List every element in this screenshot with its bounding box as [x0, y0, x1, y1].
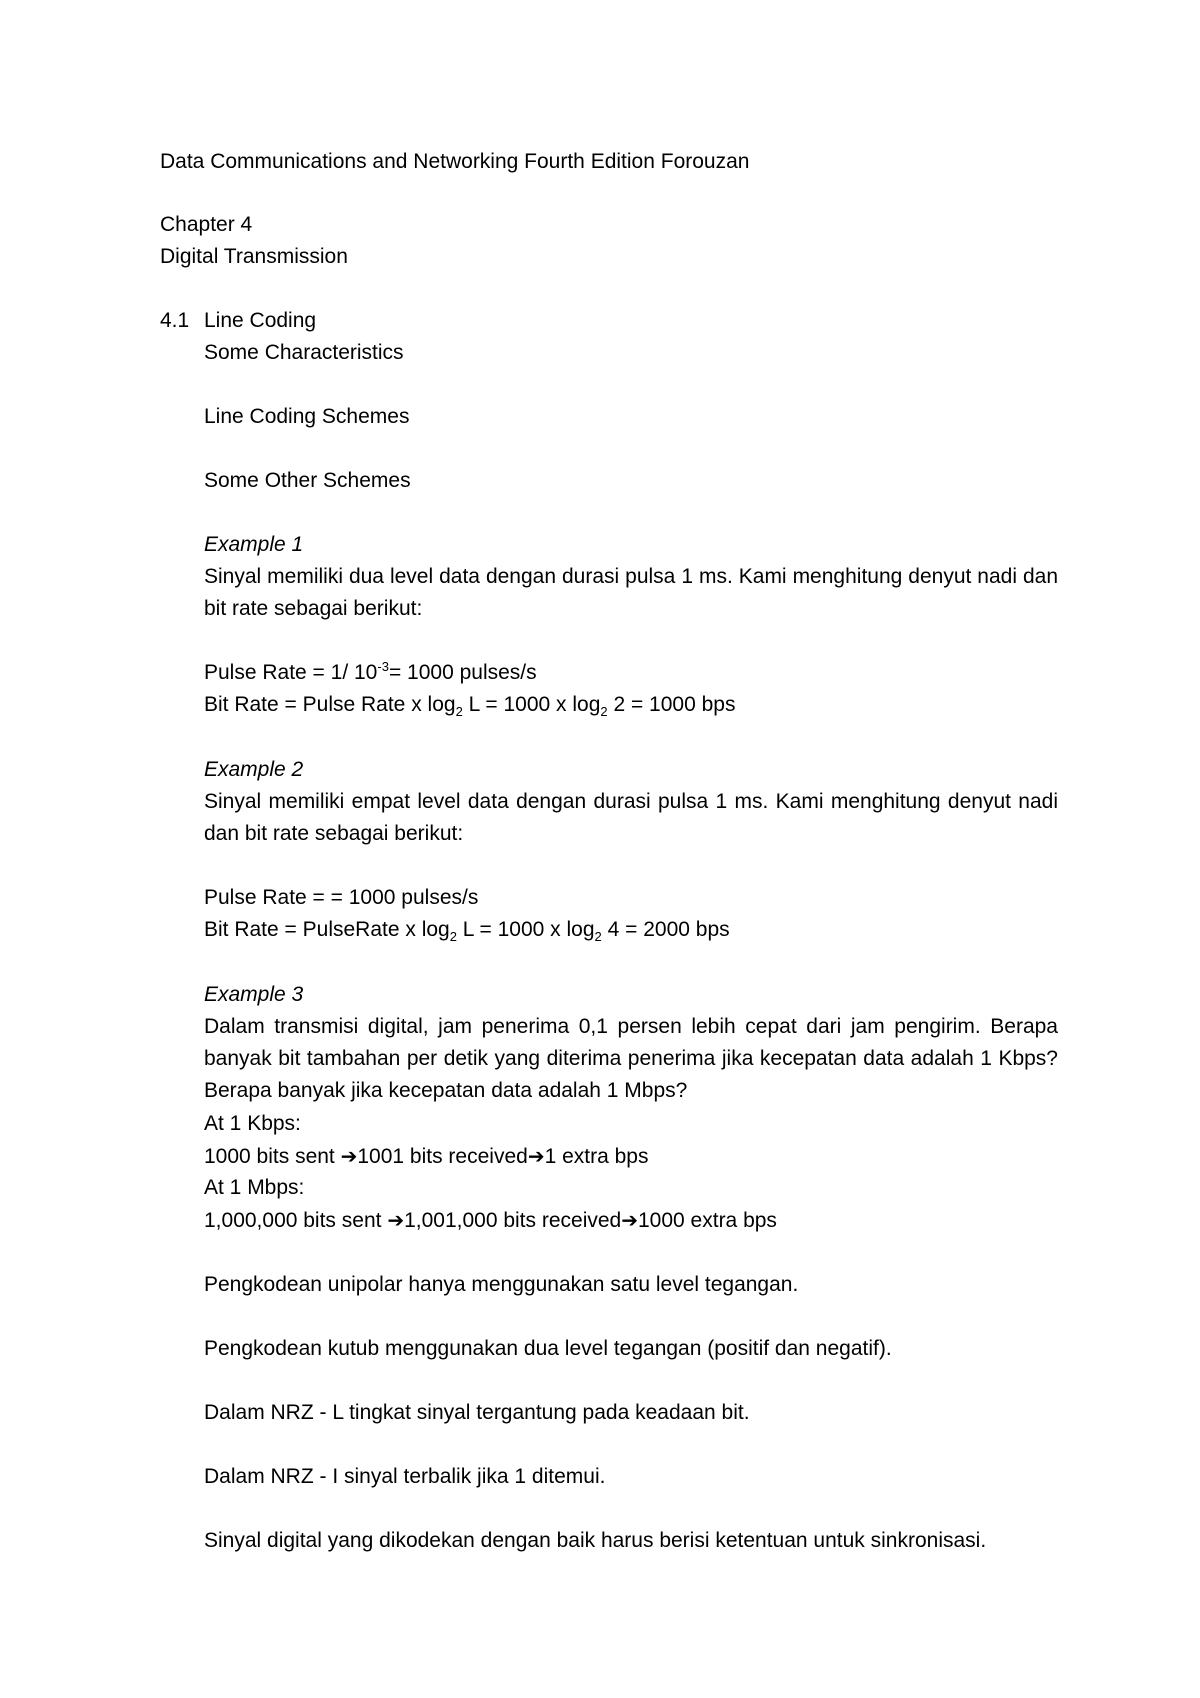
log-base: 2	[600, 704, 608, 720]
example-1-bit-rate	[204, 691, 735, 719]
statement: Sinyal digital yang dikodekan dengan baik harus berisi ketentuan untuk sinkronisasi.	[204, 1529, 987, 1552]
kbps-extra: 1 extra bps	[544, 1145, 649, 1168]
mbps-sent: 1,000,000 bits sent	[204, 1209, 388, 1232]
statement: Pengkodean unipolar hanya menggunakan satu level tegangan.	[204, 1273, 799, 1296]
section-item: Some Other Schemes	[204, 469, 411, 492]
example-2-pulse-rate: Pulse Rate = = 1000 pulses/s	[204, 886, 479, 909]
statement: Dalam NRZ - L tingkat sinyal tergantung pada keadaan bit.	[204, 1401, 750, 1424]
pulse-rate-exponent: -3	[377, 659, 389, 674]
arrow-icon: ➔	[621, 1208, 638, 1232]
section-item: Some Characteristics	[204, 341, 404, 364]
section-heading	[160, 307, 316, 335]
mbps-label: At 1 Mbps:	[204, 1176, 305, 1199]
arrow-icon: ➔	[340, 1144, 358, 1168]
arrow-icon: ➔	[387, 1208, 405, 1232]
bit-rate-part: L = 1000 x log	[462, 693, 601, 716]
log-base: 2	[449, 929, 457, 945]
bit-rate-part: 4 = 2000 bps	[601, 918, 730, 941]
mbps-extra: 1000 extra bps	[638, 1209, 777, 1232]
log-base: 2	[455, 704, 463, 720]
bit-rate-part: Bit Rate = PulseRate x log	[204, 918, 450, 941]
example-3-heading: Example 3	[204, 983, 304, 1006]
log-base: 2	[594, 929, 602, 945]
bit-rate-part: Bit Rate = Pulse Rate x log	[204, 693, 456, 716]
kbps-label: At 1 Kbps:	[204, 1112, 301, 1135]
example-1-heading: Example 1	[204, 533, 304, 556]
mbps-calculation	[204, 1206, 777, 1235]
example-1-text: Sinyal memiliki dua level data dengan durasi pulsa 1 ms. Kami menghitung denyut nadi dan bit rate sebagai berikut:	[204, 565, 1058, 620]
example-3-text: Dalam transmisi digital, jam penerima 0,1 persen lebih cepat dari jam pengirim. Berapa banyak bit tambahan per detik yang diterima penerima jika kecepatan data adalah 1 Kbps? Berapa banyak jika kecepatan data adalah 1 Mbps?	[204, 1015, 1058, 1102]
example-2-heading: Example 2	[204, 758, 304, 781]
arrow-icon: ➔	[527, 1144, 545, 1168]
statement: Pengkodean kutub menggunakan dua level tegangan (positif dan negatif).	[204, 1337, 892, 1360]
chapter-title: Digital Transmission	[160, 245, 348, 268]
document-title: Data Communications and Networking Fourth Edition Forouzan	[160, 150, 750, 173]
section-title: Line Coding	[204, 309, 317, 332]
example-2-bit-rate	[204, 916, 730, 944]
bit-rate-part: 2 = 1000 bps	[607, 693, 736, 716]
pulse-rate-suffix: = 1000 pulses/s	[388, 661, 537, 684]
pulse-rate-prefix: Pulse Rate = 1/ 10	[204, 661, 378, 684]
kbps-calculation	[204, 1142, 648, 1171]
section-number: 4.1	[160, 309, 190, 332]
statement: Dalam NRZ - I sinyal terbalik jika 1 ditemui.	[204, 1465, 606, 1488]
bit-rate-part: L = 1000 x log	[456, 918, 595, 941]
example-2-text: Sinyal memiliki empat level data dengan durasi pulsa 1 ms. Kami menghitung denyut nadi dan bit rate sebagai berikut:	[204, 790, 1058, 845]
mbps-received: 1,001,000 bits received	[404, 1209, 622, 1232]
example-1-pulse-rate	[204, 659, 537, 687]
chapter-number: Chapter 4	[160, 213, 253, 236]
section-item: Line Coding Schemes	[204, 405, 410, 428]
kbps-received: 1001 bits received	[357, 1145, 528, 1168]
kbps-sent: 1000 bits sent	[204, 1145, 341, 1168]
